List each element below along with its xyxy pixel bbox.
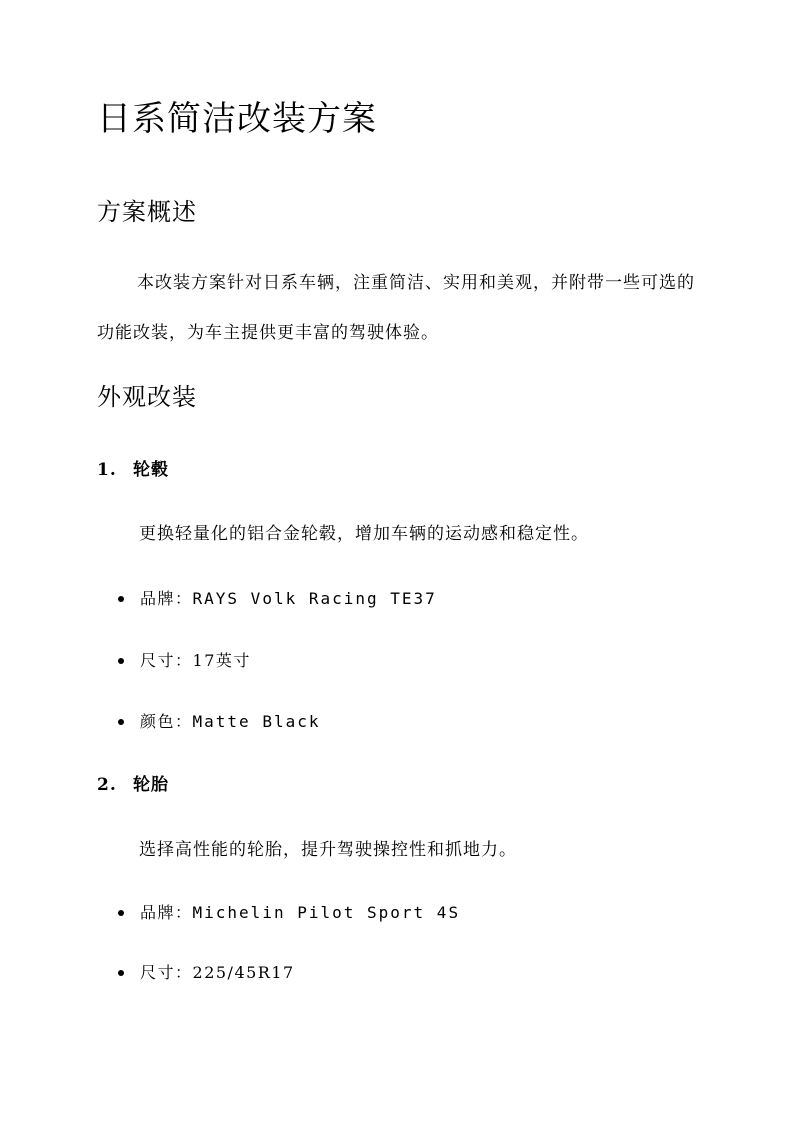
subsection-title: 轮毂 [133,460,169,480]
bullet-icon [118,658,124,664]
subsection-heading-wheels [97,456,169,484]
spec-value: Matte Black [192,712,321,731]
spec-value: Michelin Pilot Sport 4S [192,903,461,922]
spec-value: 225/45R17 [192,963,295,982]
spec-label: 颜色： [140,712,193,731]
bullet-icon [118,970,124,976]
subsection-number: 1. [97,460,117,480]
section-heading-exterior: 外观改装 [97,383,197,411]
bullet-icon [118,596,124,602]
overview-paragraph: 本改装方案针对日系车辆，注重简洁、实用和美观，并附带一些可选的功能改装，为车主提供更丰富的驾驶体验。 [97,273,695,343]
list-item [118,899,460,927]
bullet-icon [118,910,124,916]
subsection-number: 2. [97,775,117,795]
tires-description: 选择高性能的轮胎，提升驾驶操控性和抓地力。 [139,840,517,860]
spec-value: RAYS Volk Racing TE37 [192,589,437,608]
subsection-title: 轮胎 [133,775,169,795]
list-item [118,708,320,736]
list-item [118,585,437,613]
bullet-icon [118,719,124,725]
spec-label: 尺寸： [140,651,193,670]
spec-label: 尺寸： [140,963,193,982]
document-title: 日系简洁改装方案 [97,99,377,139]
list-item [118,959,295,987]
spec-label: 品牌： [140,589,193,608]
section-heading-overview: 方案概述 [97,198,197,226]
list-item [118,647,251,675]
spec-value: 17英寸 [192,651,251,670]
spec-label: 品牌： [140,903,193,922]
subsection-heading-tires [97,771,169,799]
wheels-description: 更换轻量化的铝合金轮毂，增加车辆的运动感和稳定性。 [139,524,589,544]
